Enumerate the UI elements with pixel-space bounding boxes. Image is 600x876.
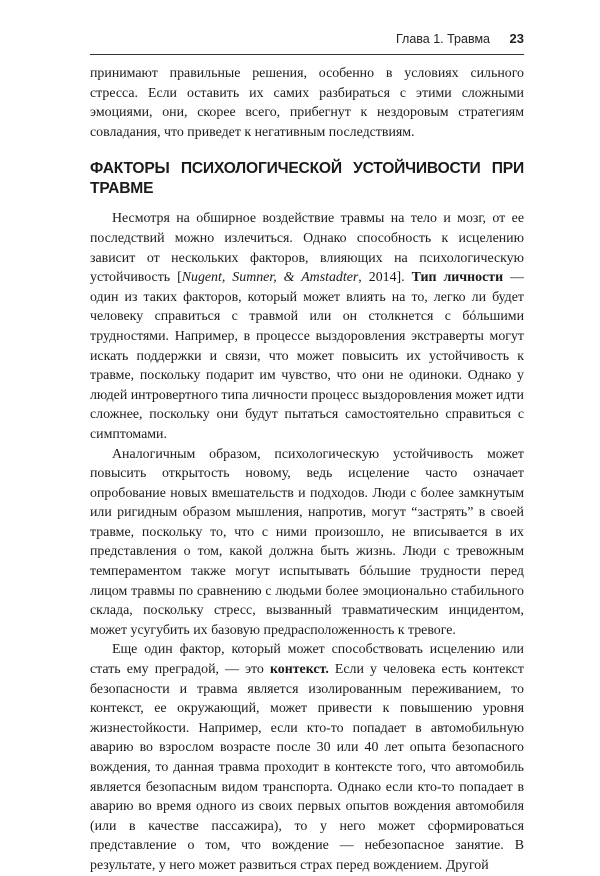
p1-text-c: — один из таких факторов, который может влиять на то, легко ли будет человеку справиться с травмой или он столкнется с бóльшими трудностями. Например, в процессе выздоровления экстраверты могут искать поддержки и связи, что может повысить их устойчивость к травме, поскольку подарит им чувство, что они не одиноки. Однако у людей интровертного типа личности процесс выздоровления может идти сложнее, поскольку они будут пытаться самостоятельно справиться с симптомами. xyxy=(90,270,524,442)
p3-text-a: Еще один фактор, который может способствовать исцелению или стать ему преградой, — это xyxy=(90,642,524,678)
p1-text-b: , 2014]. xyxy=(358,270,412,286)
body-text xyxy=(90,64,524,876)
paragraph-3 xyxy=(90,640,524,875)
intro-paragraph: принимают правильные решения, особенно в условиях сильного стресса. Если оставить их самих разбираться с этими сложными эмоциями, они, скорее всего, прибегнут к нездоровым стратегиям совладания, что приведет к негативным последствиям. xyxy=(90,66,524,140)
p3-text-b: Если у человека есть контекст безопасности и травма является изолированным переживанием, то контекст, ее окружающий, может привести к повышению уровня жизнестойкости. Например, если кто-то попадает в автомобильную аварию во взрослом возрасте после 30 или 40 лет опыта безопасного вождения, то данная травма проходит в контексте того, что автомобиль является безопасным видом транспорта. Однако если кто-то попадает в аварию во время одного из своих первых опытов вождения автомобиля (или в качестве пассажира), то у него может сформироваться представление о том, что вождение — небезопасное занятие. В результате, у него может развиться страх перед вождением. Другой xyxy=(90,662,525,873)
paragraph-1 xyxy=(90,209,524,444)
header-rule xyxy=(90,54,524,55)
page-number: 23 xyxy=(509,31,524,46)
citation-authors: Nugent, Sumner, & Amstadter xyxy=(181,270,359,286)
p1-text-a: Несмотря на обширное воздействие травмы на тело и мозг, от ее последствий можно излечиться. Однако способность к исцелению зависит от нескольких факторов, влияющих на психологическую устойчивость [ xyxy=(90,211,524,286)
term-personality-type: Тип личности xyxy=(411,270,504,286)
section-heading: ФАКТОРЫ ПСИХОЛОГИЧЕСКОЙ УСТОЙЧИВОСТИ ПРИ ТРАВМЕ xyxy=(90,160,524,198)
running-header xyxy=(90,30,524,50)
chapter-title: Глава 1. Травма xyxy=(395,32,490,46)
paragraph-2: Аналогичным образом, психологическую устойчивость может повысить открытость новому, ведь исцеление часто означает опробование новых вмешательств и подходов. Люди с более замкнутым или ригидным образом мышления, напротив, могут “застрять” в своей травме, поскольку то, что с ними произошло, не вписывается в их представления о том, какой должна быть жизнь. Люди с тревожным темпераментом также могут испытывать бóльшие трудности перед лицом травмы по сравнению с людьми более эмоционально стабильного склада, поскольку стресс, вызванный травматическим инцидентом, может усугубить их базовую предрасположенность к тревоге. xyxy=(90,446,524,638)
term-context: контекст. xyxy=(269,662,329,678)
